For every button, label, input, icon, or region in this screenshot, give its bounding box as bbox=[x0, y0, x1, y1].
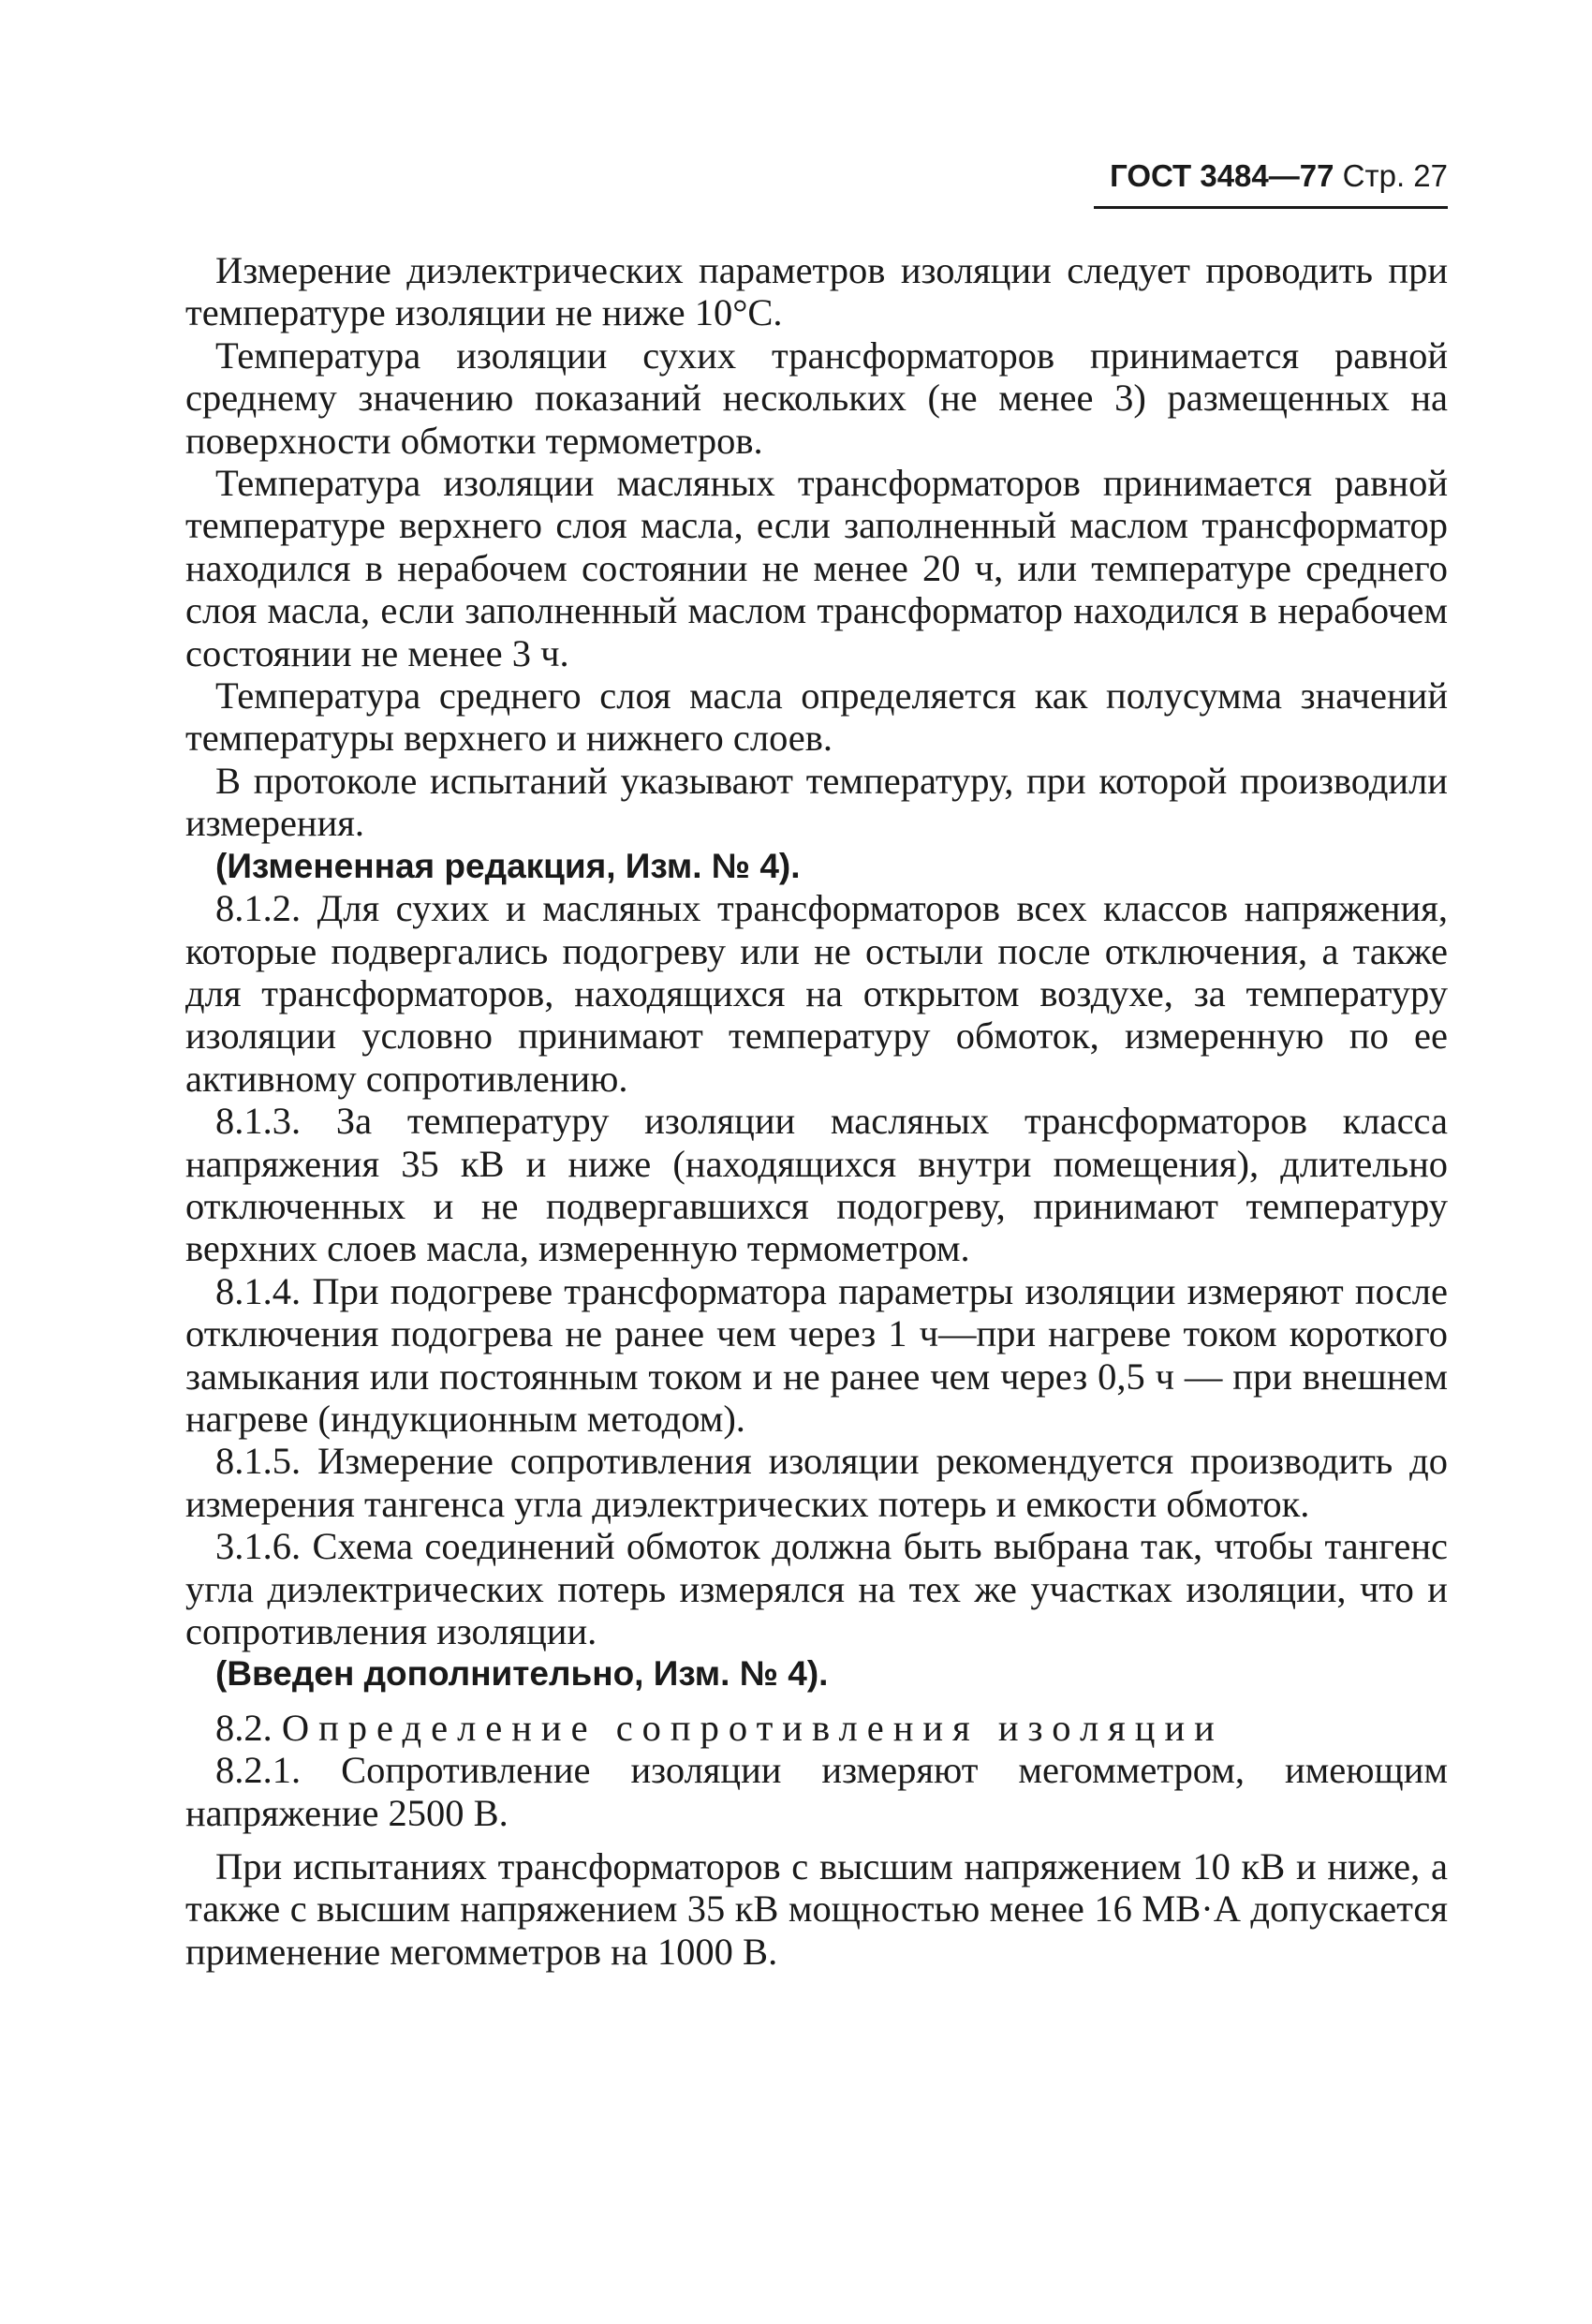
paragraph-dry-transformers: Температура изоляции сухих трансформаторов принимается равной среднему значению показаний нескольких (не менее 3) размещенных на поверхности обмотки термометров. bbox=[185, 333, 1448, 462]
body-text bbox=[185, 249, 1448, 1973]
paragraph-megohmmeter-1000: При испытаниях трансформаторов с высшим напряжением 10 кВ и ниже, а также с высшим напряжением 35 кВ мощностью менее 16 МВ·А допускается применение мегомметров на 1000 В. bbox=[185, 1845, 1448, 1973]
paragraph-middle-layer: Температура среднего слоя масла определяется как полусумма значений температуры верхнего и нижнего слоев. bbox=[185, 674, 1448, 760]
paragraph-oil-transformers: Температура изоляции масляных трансформаторов принимается равной температуре верхнего слоя масла, если заполненный маслом трансформатор находился в нерабочем состоянии не менее 20 ч, или температуре среднего слоя масла, если заполненный маслом трансформатор находился в нерабочем состоянии не менее 3 ч. bbox=[185, 462, 1448, 674]
section-title: Определение сопротивления изоляции bbox=[281, 1706, 1224, 1749]
clause-8-1-2: 8.1.2. Для сухих и масляных трансформаторов всех классов напряжения, которые подвергались подогреву или не остыли после отключения, а также для трансформаторов, находящихся на открытом воздухе, за температуру изоляции условно принимают температуру обмоток, измеренную по ее активному сопротивлению. bbox=[185, 887, 1448, 1100]
clause-8-1-4: 8.1.4. При подогреве трансформатора параметры изоляции измеряют после отключения подогрева не ранее чем через 1 ч—при нагреве током короткого замыкания или постоянным током и не ранее чем через 0,5 ч — при внешнем нагреве (индукционным методом). bbox=[185, 1269, 1448, 1440]
page-number: Стр. 27 bbox=[1342, 158, 1448, 193]
standard-number: ГОСТ 3484—77 bbox=[1110, 158, 1334, 193]
amendment-note-2: (Введен дополнительно, Изм. № 4). bbox=[215, 1654, 829, 1694]
paragraph-protocol: В протоколе испытаний указывают температуру, при которой производили измерения. bbox=[185, 759, 1448, 845]
page-header bbox=[1094, 155, 1448, 209]
section-heading-8-2 bbox=[185, 1707, 1448, 1749]
amendment-note-1: (Измененная редакция, Изм. № 4). bbox=[215, 846, 801, 885]
clause-8-1-3: 8.1.3. За температуру изоляции масляных трансформаторов класса напряжения 35 кВ и ниже (находящихся внутри помещения), длительно отключенных и не подвергавшихся подогреву, принимают температуру верхних слоев масла, измеренную термометром. bbox=[185, 1100, 1448, 1270]
paragraph-measurement-temp: Измерение диэлектрических параметров изоляции следует проводить при температуре изоляции не ниже 10°С. bbox=[185, 249, 1448, 334]
section-number: 8.2. bbox=[215, 1706, 273, 1749]
clause-3-1-6: 3.1.6. Схема соединений обмоток должна быть выбрана так, чтобы тангенс угла диэлектрических потерь измерялся на тех же участках изоляции, что и сопротивления изоляции. bbox=[185, 1525, 1448, 1652]
clause-8-1-5: 8.1.5. Измерение сопротивления изоляции рекомендуется производить до измерения тангенса угла диэлектрических потерь и емкости обмоток. bbox=[185, 1440, 1448, 1525]
clause-8-2-1: 8.2.1. Сопротивление изоляции измеряют мегомметром, имеющим напряжение 2500 В. bbox=[185, 1749, 1448, 1834]
